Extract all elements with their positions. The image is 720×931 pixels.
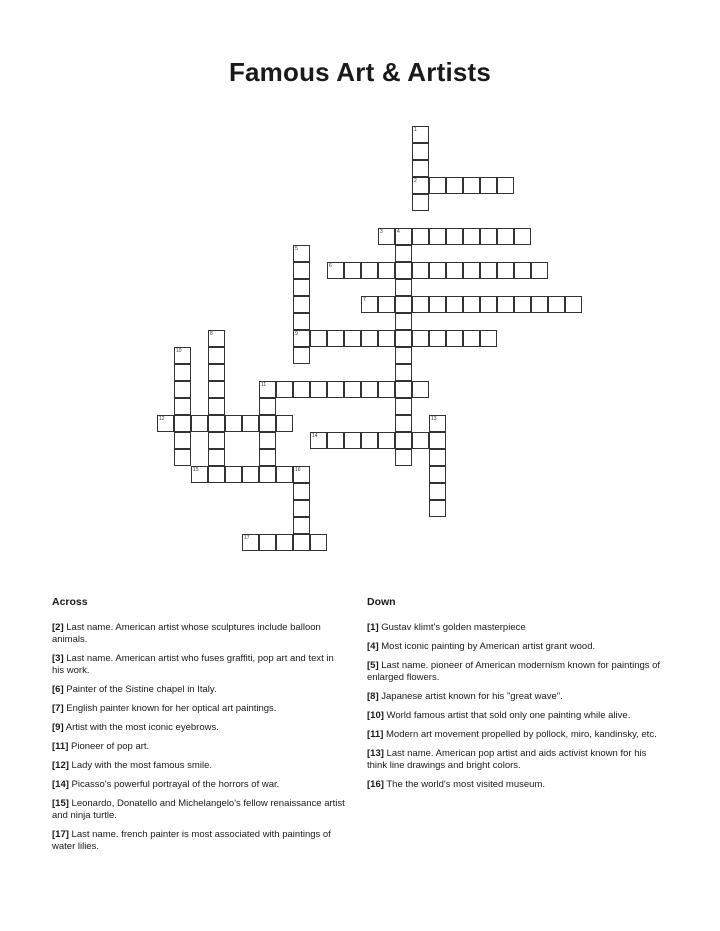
clue-number: 12 bbox=[159, 416, 165, 422]
crossword-cell[interactable] bbox=[463, 177, 480, 194]
clue-number-label: [16] bbox=[367, 779, 384, 790]
crossword-cell[interactable] bbox=[327, 330, 344, 347]
crossword-cell[interactable] bbox=[174, 381, 191, 398]
crossword-cell[interactable] bbox=[361, 262, 378, 279]
crossword-cell[interactable] bbox=[310, 330, 327, 347]
clue-number-label: [17] bbox=[52, 829, 69, 840]
crossword-cell[interactable] bbox=[208, 432, 225, 449]
across-clue bbox=[52, 653, 348, 677]
crossword-cell[interactable] bbox=[378, 228, 395, 245]
down-heading: Down bbox=[367, 596, 396, 608]
crossword-cell[interactable] bbox=[463, 330, 480, 347]
crossword-cell[interactable] bbox=[412, 126, 429, 143]
down-clue bbox=[367, 729, 667, 741]
crossword-cell[interactable] bbox=[208, 347, 225, 364]
clue-text: Last name. pioneer of American modernism known for paintings of enlarged flowers. bbox=[367, 660, 661, 683]
clue-number: 14 bbox=[312, 433, 318, 439]
crossword-cell[interactable] bbox=[344, 381, 361, 398]
clue-number: 17 bbox=[244, 535, 250, 541]
crossword-cell[interactable] bbox=[446, 330, 463, 347]
clue-number-label: [12] bbox=[52, 760, 69, 771]
crossword-cell[interactable] bbox=[157, 415, 174, 432]
clue-number: 9 bbox=[295, 331, 298, 337]
down-clue bbox=[367, 748, 667, 772]
crossword-cell[interactable] bbox=[293, 330, 310, 347]
crossword-cell[interactable] bbox=[259, 415, 276, 432]
crossword-cell[interactable] bbox=[429, 177, 446, 194]
crossword-cell[interactable] bbox=[174, 449, 191, 466]
across-clue bbox=[52, 741, 348, 753]
crossword-cell[interactable] bbox=[429, 500, 446, 517]
crossword-cell[interactable] bbox=[327, 262, 344, 279]
crossword-cell[interactable] bbox=[429, 415, 446, 432]
crossword-cell[interactable] bbox=[480, 330, 497, 347]
crossword-cell[interactable] bbox=[293, 466, 310, 483]
clue-number: 3 bbox=[380, 229, 383, 235]
crossword-cell[interactable] bbox=[344, 432, 361, 449]
crossword-cell[interactable] bbox=[293, 347, 310, 364]
crossword-cell[interactable] bbox=[463, 262, 480, 279]
clue-number-label: [7] bbox=[52, 703, 64, 714]
crossword-cell[interactable] bbox=[293, 313, 310, 330]
clue-text: Last name. American pop artist and aids activist known for his think line drawings and bright colors. bbox=[367, 748, 647, 771]
crossword-cell[interactable] bbox=[174, 415, 191, 432]
crossword-cell[interactable] bbox=[276, 381, 293, 398]
crossword-cell[interactable] bbox=[242, 415, 259, 432]
crossword-cell[interactable] bbox=[412, 194, 429, 211]
crossword-cell[interactable] bbox=[293, 500, 310, 517]
clue-number-label: [8] bbox=[367, 691, 379, 702]
crossword-cell[interactable] bbox=[395, 449, 412, 466]
clue-number: 8 bbox=[210, 331, 213, 337]
crossword-cell[interactable] bbox=[225, 415, 242, 432]
crossword-cell[interactable] bbox=[293, 296, 310, 313]
crossword-cell[interactable] bbox=[361, 381, 378, 398]
down-clue bbox=[367, 691, 667, 703]
crossword-cell[interactable] bbox=[344, 330, 361, 347]
clue-number: 15 bbox=[193, 467, 199, 473]
clue-number-label: [11] bbox=[52, 741, 69, 752]
crossword-cell[interactable] bbox=[327, 381, 344, 398]
clue-text: Painter of the Sistine chapel in Italy. bbox=[63, 684, 217, 695]
across-clue bbox=[52, 829, 348, 853]
crossword-cell[interactable] bbox=[395, 228, 412, 245]
across-clue bbox=[52, 622, 348, 646]
crossword-cell[interactable] bbox=[429, 330, 446, 347]
clue-number-label: [10] bbox=[367, 710, 384, 721]
crossword-cell[interactable] bbox=[514, 296, 531, 313]
clue-number: 6 bbox=[329, 263, 332, 269]
crossword-cell[interactable] bbox=[395, 381, 412, 398]
crossword-cell[interactable] bbox=[344, 262, 361, 279]
clue-number: 10 bbox=[176, 348, 182, 354]
crossword-cell[interactable] bbox=[259, 534, 276, 551]
across-clues bbox=[52, 596, 348, 860]
crossword-cell[interactable] bbox=[259, 466, 276, 483]
across-clue bbox=[52, 760, 348, 772]
clue-text: World famous artist that sold only one painting while alive. bbox=[383, 710, 631, 721]
clue-number: 7 bbox=[363, 297, 366, 303]
crossword-cell[interactable] bbox=[276, 534, 293, 551]
crossword-cell[interactable] bbox=[242, 534, 259, 551]
clue-text: Gustav klimt's golden masterpiece bbox=[378, 622, 526, 633]
across-heading: Across bbox=[52, 596, 88, 608]
clue-text: English painter known for her optical art paintings. bbox=[63, 703, 277, 714]
crossword-cell[interactable] bbox=[395, 364, 412, 381]
crossword-cell[interactable] bbox=[293, 483, 310, 500]
crossword-cell[interactable] bbox=[412, 381, 429, 398]
crossword-cell[interactable] bbox=[395, 398, 412, 415]
crossword-cell[interactable] bbox=[548, 296, 565, 313]
crossword-cell[interactable] bbox=[293, 279, 310, 296]
crossword-cell[interactable] bbox=[514, 228, 531, 245]
crossword-cell[interactable] bbox=[412, 177, 429, 194]
crossword-cell[interactable] bbox=[412, 143, 429, 160]
crossword-cell[interactable] bbox=[208, 398, 225, 415]
clue-number: 1 bbox=[414, 127, 417, 133]
down-clue bbox=[367, 641, 667, 653]
crossword-cell[interactable] bbox=[412, 228, 429, 245]
crossword-cell[interactable] bbox=[174, 347, 191, 364]
clue-text: Last name. french painter is most associated with paintings of water lilies. bbox=[52, 829, 331, 852]
crossword-cell[interactable] bbox=[293, 534, 310, 551]
crossword-cell[interactable] bbox=[565, 296, 582, 313]
across-clue bbox=[52, 684, 348, 696]
clue-number-label: [15] bbox=[52, 798, 69, 809]
clue-text: Japanese artist known for his "great wave". bbox=[378, 691, 563, 702]
crossword-cell[interactable] bbox=[259, 398, 276, 415]
down-clue bbox=[367, 660, 667, 684]
clue-text: Artist with the most iconic eyebrows. bbox=[63, 722, 219, 733]
crossword-cell[interactable] bbox=[191, 415, 208, 432]
crossword-cell[interactable] bbox=[395, 313, 412, 330]
crossword-cell[interactable] bbox=[412, 160, 429, 177]
crossword-cell[interactable] bbox=[276, 466, 293, 483]
clue-number-label: [2] bbox=[52, 622, 64, 633]
clue-number-label: [4] bbox=[367, 641, 379, 652]
crossword-cell[interactable] bbox=[208, 330, 225, 347]
crossword-cell[interactable] bbox=[395, 262, 412, 279]
crossword-cell[interactable] bbox=[361, 330, 378, 347]
crossword-cell[interactable] bbox=[208, 364, 225, 381]
clue-number: 4 bbox=[397, 229, 400, 235]
crossword-cell[interactable] bbox=[497, 177, 514, 194]
clue-number-label: [13] bbox=[367, 748, 384, 759]
crossword-cell[interactable] bbox=[412, 296, 429, 313]
clue-number: 11 bbox=[261, 382, 267, 388]
down-clue bbox=[367, 710, 667, 722]
crossword-cell[interactable] bbox=[446, 296, 463, 313]
crossword-cell[interactable] bbox=[463, 296, 480, 313]
crossword-cell[interactable] bbox=[378, 296, 395, 313]
across-clue bbox=[52, 798, 348, 822]
crossword-cell[interactable] bbox=[395, 347, 412, 364]
crossword-cell[interactable] bbox=[429, 466, 446, 483]
clue-text: Picasso's powerful portrayal of the horrors of war. bbox=[68, 779, 280, 790]
crossword-cell[interactable] bbox=[361, 296, 378, 313]
clue-number-label: [11] bbox=[367, 729, 384, 740]
crossword-cell[interactable] bbox=[259, 432, 276, 449]
crossword-cell[interactable] bbox=[208, 466, 225, 483]
crossword-cell[interactable] bbox=[310, 432, 327, 449]
crossword-cell[interactable] bbox=[531, 296, 548, 313]
crossword-cell[interactable] bbox=[412, 432, 429, 449]
crossword-cell[interactable] bbox=[395, 330, 412, 347]
crossword-cell[interactable] bbox=[429, 228, 446, 245]
crossword-cell[interactable] bbox=[174, 398, 191, 415]
crossword-cell[interactable] bbox=[276, 415, 293, 432]
crossword-cell[interactable] bbox=[429, 432, 446, 449]
crossword-cell[interactable] bbox=[514, 262, 531, 279]
crossword-cell[interactable] bbox=[395, 279, 412, 296]
crossword-cell[interactable] bbox=[395, 415, 412, 432]
crossword-cell[interactable] bbox=[480, 296, 497, 313]
crossword-cell[interactable] bbox=[293, 245, 310, 262]
crossword-cell[interactable] bbox=[378, 330, 395, 347]
clue-number: 2 bbox=[414, 178, 417, 184]
crossword-cell[interactable] bbox=[208, 449, 225, 466]
crossword-cell[interactable] bbox=[378, 262, 395, 279]
crossword-cell[interactable] bbox=[429, 449, 446, 466]
crossword-cell[interactable] bbox=[480, 228, 497, 245]
page-title: Famous Art & Artists bbox=[228, 57, 492, 87]
crossword-cell[interactable] bbox=[310, 381, 327, 398]
clue-number: 5 bbox=[295, 246, 298, 252]
clue-text: The the world's most visited museum. bbox=[383, 779, 545, 790]
down-clues bbox=[367, 596, 667, 798]
crossword-cell[interactable] bbox=[293, 517, 310, 534]
crossword-cell[interactable] bbox=[497, 228, 514, 245]
crossword-cell[interactable] bbox=[361, 432, 378, 449]
clue-text: Last name. American artist who fuses graffiti, pop art and text in his work. bbox=[52, 653, 334, 676]
crossword-cell[interactable] bbox=[429, 296, 446, 313]
crossword-cell[interactable] bbox=[208, 381, 225, 398]
down-clue bbox=[367, 622, 667, 634]
crossword-cell[interactable] bbox=[429, 483, 446, 500]
crossword-cell[interactable] bbox=[395, 432, 412, 449]
clue-text: Last name. American artist whose sculptures include balloon animals. bbox=[52, 622, 321, 645]
clue-number-label: [3] bbox=[52, 653, 64, 664]
across-clue bbox=[52, 779, 348, 791]
crossword-cell[interactable] bbox=[225, 466, 242, 483]
clue-text: Most iconic painting by American artist grant wood. bbox=[378, 641, 596, 652]
crossword-cell[interactable] bbox=[497, 262, 514, 279]
crossword-cell[interactable] bbox=[174, 364, 191, 381]
clue-number-label: [1] bbox=[367, 622, 379, 633]
crossword-cell[interactable] bbox=[412, 330, 429, 347]
clue-text: Modern art movement propelled by pollock, miro, kandinsky, etc. bbox=[383, 729, 657, 740]
crossword-cell[interactable] bbox=[446, 228, 463, 245]
clue-text: Pioneer of pop art. bbox=[68, 741, 150, 752]
clue-number-label: [6] bbox=[52, 684, 64, 695]
across-clue bbox=[52, 722, 348, 734]
crossword-cell[interactable] bbox=[531, 262, 548, 279]
clue-number-label: [9] bbox=[52, 722, 64, 733]
clue-text: Lady with the most famous smile. bbox=[68, 760, 212, 771]
crossword-cell[interactable] bbox=[395, 245, 412, 262]
crossword-cell[interactable] bbox=[327, 432, 344, 449]
crossword-cell[interactable] bbox=[378, 432, 395, 449]
crossword-cell[interactable] bbox=[412, 262, 429, 279]
clue-number: 16 bbox=[295, 467, 301, 473]
crossword-cell[interactable] bbox=[310, 534, 327, 551]
clue-number-label: [14] bbox=[52, 779, 69, 790]
crossword-cell[interactable] bbox=[174, 432, 191, 449]
crossword-cell[interactable] bbox=[293, 381, 310, 398]
crossword-cell[interactable] bbox=[395, 296, 412, 313]
crossword-cell[interactable] bbox=[446, 262, 463, 279]
crossword-cell[interactable] bbox=[480, 262, 497, 279]
clue-number: 13 bbox=[431, 416, 437, 422]
crossword-cell[interactable] bbox=[446, 177, 463, 194]
crossword-cell[interactable] bbox=[463, 228, 480, 245]
crossword-cell[interactable] bbox=[242, 466, 259, 483]
crossword-cell[interactable] bbox=[208, 415, 225, 432]
clue-number-label: [5] bbox=[367, 660, 379, 671]
crossword-cell[interactable] bbox=[497, 296, 514, 313]
crossword-cell[interactable] bbox=[429, 262, 446, 279]
down-clue bbox=[367, 779, 667, 791]
crossword-cell[interactable] bbox=[259, 449, 276, 466]
crossword-cell[interactable] bbox=[480, 177, 497, 194]
crossword-cell[interactable] bbox=[259, 381, 276, 398]
clue-text: Leonardo, Donatello and Michelangelo's fellow renaissance artist and ninja turtle. bbox=[52, 798, 345, 821]
crossword-cell[interactable] bbox=[378, 381, 395, 398]
across-clue bbox=[52, 703, 348, 715]
crossword-cell[interactable] bbox=[191, 466, 208, 483]
crossword-cell[interactable] bbox=[293, 262, 310, 279]
